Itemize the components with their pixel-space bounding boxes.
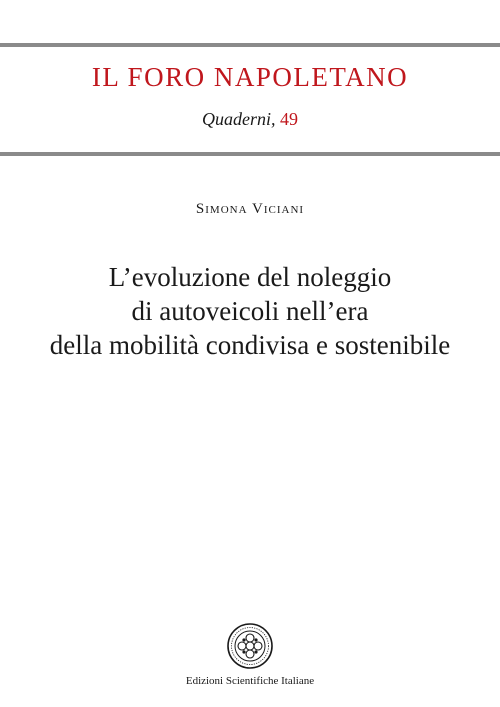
series-title: IL FORO NAPOLETANO: [91, 62, 409, 92]
top-rule: [0, 43, 500, 47]
bottom-rule: [0, 152, 500, 156]
book-title-line: della mobilità condivisa e sostenibile: [49, 330, 451, 360]
book-title: [0, 260, 500, 362]
series-number: 49: [280, 109, 298, 129]
book-title-line: di autoveicoli nell’era: [131, 296, 369, 326]
series-subtitle: [0, 108, 500, 130]
series-name: Quaderni,: [202, 109, 276, 129]
publisher-name: Edizioni Scientifiche Italiane: [185, 675, 315, 687]
author-name: Simona Viciani: [195, 201, 305, 217]
book-title-line: L’evoluzione del noleggio: [108, 262, 392, 292]
publisher-seal-icon: [226, 622, 274, 670]
